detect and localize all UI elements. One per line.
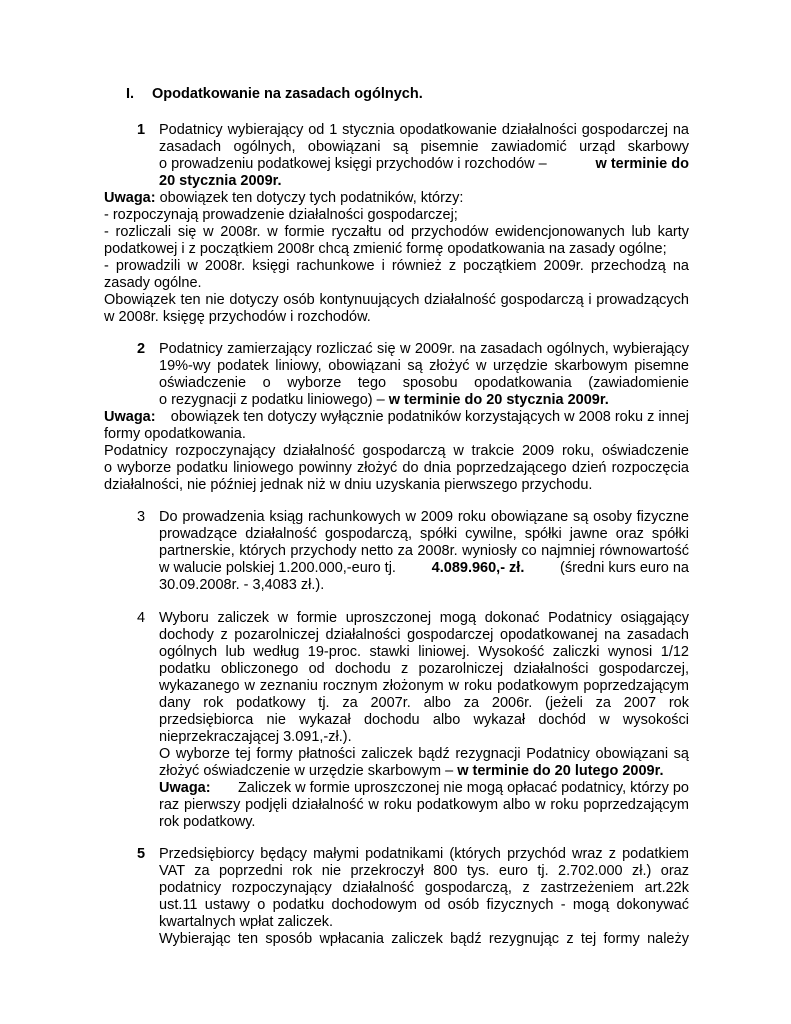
item-3-line: 30.09.2008r. - 3,4083 zł.). [159, 577, 325, 593]
item-4-line: przedsiębiorca nie wykazał dochodu albo wykazał dochód w wysokości [159, 712, 689, 728]
item-5-line: podatnicy rozpoczynający działalność gospodarczą, z zastrzeżeniem art.22k [159, 880, 689, 896]
note-1-line: - rozliczali się w 2008r. w formie ryczałtu od przychodów ewidencjonowanych lub karty [104, 224, 689, 240]
item-1-deadline-part2: 20 stycznia 2009r. [159, 173, 282, 189]
note-2-line: działalności, nie później jednak niż w dniu uzyskania pierwszego przychodu. [104, 477, 593, 493]
item-4-line: rok podatkowy. [159, 814, 256, 830]
item-2-line: 19%-wy podatek liniowy, obowiązani są złożyć w urzędzie skarbowym pisemne [159, 358, 689, 374]
item-1-line-text: o prowadzeniu podatkowej księgi przychodów i rozchodów – [159, 156, 547, 172]
item-3-line-amount [159, 560, 689, 577]
item-4-line: podatku obliczonego od dochodu z pozarolniczej działalności gospodarczej, [159, 661, 689, 677]
note-2-line: Podatnicy rozpoczynający działalność gospodarczą w trakcie 2009 roku, oświadczenie [104, 443, 689, 459]
item-2-marker: 2 [137, 341, 146, 357]
item-5-marker: 5 [137, 846, 146, 862]
item-2-line: Podatnicy zamierzający rozliczać się w 2009r. na zasadach ogólnych, wybierający [159, 341, 689, 357]
note-1-line: w 2008r. księgę przychodów i rozchodów. [104, 309, 371, 325]
item-3-line-tail: (średni kurs euro na [560, 560, 689, 576]
note-1-line: Obowiązek ten nie dotyczy osób kontynuujących działalność gospodarczą i prowadzących [104, 292, 689, 308]
item-1-marker: 1 [137, 122, 146, 138]
section-title: Opodatkowanie na zasadach ogólnych. [152, 86, 423, 102]
item-5-line: kwartalnych wpłat zaliczek. [159, 914, 334, 930]
item-4-line: O wyborze tej formy płatności zaliczek bądź rezygnacji Podatnicy obowiązani są [159, 746, 689, 762]
item-2-deadline: w terminie do 20 stycznia 2009r. [388, 392, 609, 408]
item-4-note-label: Uwaga: [159, 780, 211, 796]
item-4-marker: 4 [137, 610, 146, 626]
note-1-line: zasady ogólne. [104, 275, 202, 291]
item-4-line: dany rok podatkowy tj. za 2007r. albo za 2006r. (jeżeli za 2007 rok [159, 695, 689, 711]
item-4-line: dochody z pozarolniczej działalności gospodarczej opodatkowanej na zasadach [159, 627, 689, 643]
note-1-line: podatkowej i z początkiem 2008r chcą zmienić formę opodatkowania na zasady ogólne; [104, 241, 667, 257]
item-4-note-text: Zaliczek w formie uproszczonej nie mogą opłacać podatnicy, którzy po [237, 780, 689, 796]
note-1-line: - rozpoczynają prowadzenie działalności gospodarczej; [104, 207, 458, 223]
item-4-line: ogólnych lub według 19-proc. stawki liniowej. Wysokość zaliczki wynosi 1/12 [159, 644, 689, 660]
item-3-amount: 4.089.960,- zł. [431, 560, 525, 576]
item-4-line: nieprzekraczającej 3.091,-zł.). [159, 729, 352, 745]
item-5-line: ust.11 ustawy o podatku dochodowym od osób fizycznych - mogą dokonywać [159, 897, 689, 913]
note-2-line: o wyborze podatku liniowego powinny złożyć do dnia poprzedzającego dzień rozpoczęcia [104, 460, 689, 476]
item-5-line: VAT za poprzedni rok nie przekroczył 800 tys. euro tj. 2.702.000 zł.) oraz [159, 863, 689, 879]
section-heading [126, 86, 423, 102]
item-5-line: Wybierając ten sposób wpłacania zaliczek bądź rezygnując z tej formy należy [159, 931, 689, 947]
note-2-line: formy opodatkowania. [104, 426, 246, 442]
item-3-marker: 3 [137, 509, 146, 525]
item-4-deadline: w terminie do 20 lutego 2009r. [457, 763, 664, 779]
item-4-line: raz pierwszy podjęli działalność w roku podatkowym albo w roku poprzedzającym [159, 797, 689, 813]
item-2-line-deadline [159, 392, 609, 409]
item-3-line: partnerskie, których przychody netto za 2008r. wyniosły co najmniej równowartość [159, 543, 689, 559]
item-3-line: prowadzące działalność gospodarczą, spółki cywilne, spółki jawne oraz spółki [159, 526, 689, 542]
item-4-line: wykazanego w zeznaniu rocznym złożonym w roku podatkowym poprzedzającym [159, 678, 689, 694]
item-1-line-deadline [159, 156, 689, 173]
note-2-text: obowiązek ten dotyczy wyłącznie podatników korzystających w 2008 roku z innej [170, 409, 689, 425]
item-5-line: Przedsiębiorcy będący małymi podatnikami (których przychód wraz z podatkiem [159, 846, 689, 862]
item-1-line: zasadach ogólnych, obowiązani są pisemnie zawiadomić urząd skarbowy [159, 139, 689, 155]
item-1-deadline-part1: w terminie do [595, 156, 689, 172]
section-number: I. [126, 86, 135, 102]
note-1-first-line [104, 190, 463, 207]
note-2-label: Uwaga: [104, 409, 156, 425]
note-1-label: Uwaga: [104, 190, 156, 206]
item-3-line: Do prowadzenia ksiąg rachunkowych w 2009 roku obowiązane są osoby fizyczne [159, 509, 689, 525]
note-1-text: obowiązek ten dotyczy tych podatników, którzy: [159, 190, 464, 206]
item-2-line-text: o rezygnacji z podatku liniowego) – [159, 392, 385, 408]
item-2-line: oświadczenie o wyborze tego sposobu opodatkowania (zawiadomienie [159, 375, 689, 391]
item-4-line: Wyboru zaliczek w formie uproszczonej mogą dokonać Podatnicy osiągający [159, 610, 689, 626]
item-4-note-line [159, 780, 689, 797]
item-3-line-text: w walucie polskiej 1.200.000,-euro tj. [159, 560, 396, 576]
item-4-line-text: złożyć oświadczenie w urzędzie skarbowym – [159, 763, 454, 779]
note-1-line: - prowadzili w 2008r. księgi rachunkowe i również z początkiem 2009r. przechodzą na [104, 258, 689, 274]
item-1-line: Podatnicy wybierający od 1 stycznia opodatkowanie działalności gospodarczej na [159, 122, 689, 138]
item-4-line-deadline [159, 763, 663, 780]
note-2-first-line [104, 409, 689, 426]
